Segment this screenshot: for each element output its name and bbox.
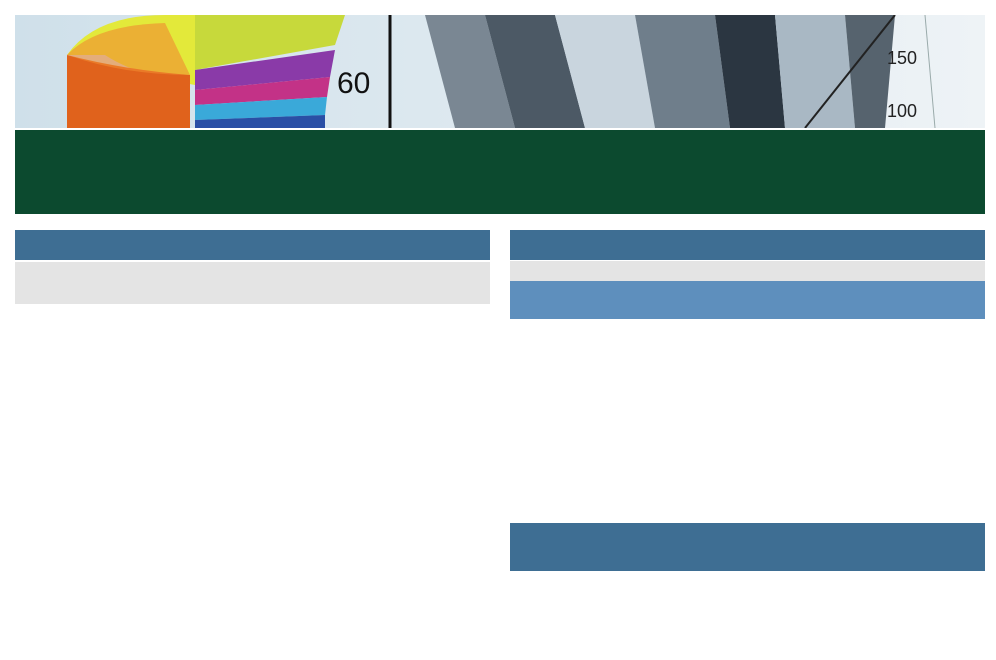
header-banner-image: [15, 15, 985, 128]
pie-chart-graphic: [67, 15, 345, 128]
svg-text:100: 100: [887, 101, 918, 121]
tax-table-column-headers: [15, 262, 490, 304]
deductions-table: [510, 261, 985, 319]
deductions-column-headers: [510, 261, 985, 281]
bar-chart-graphic: [425, 15, 895, 128]
deductions-heading: [510, 230, 985, 260]
gauge-label: 60: [337, 67, 371, 100]
tax-schedule-heading: [15, 230, 490, 260]
svg-text:150: 150: [887, 48, 918, 68]
capital-gains-heading: [510, 523, 985, 571]
title-band: [15, 130, 985, 214]
additional-deductions-category: [510, 281, 985, 300]
child-tax-credit-category: [510, 300, 985, 319]
tax-rate-table: [15, 262, 490, 304]
